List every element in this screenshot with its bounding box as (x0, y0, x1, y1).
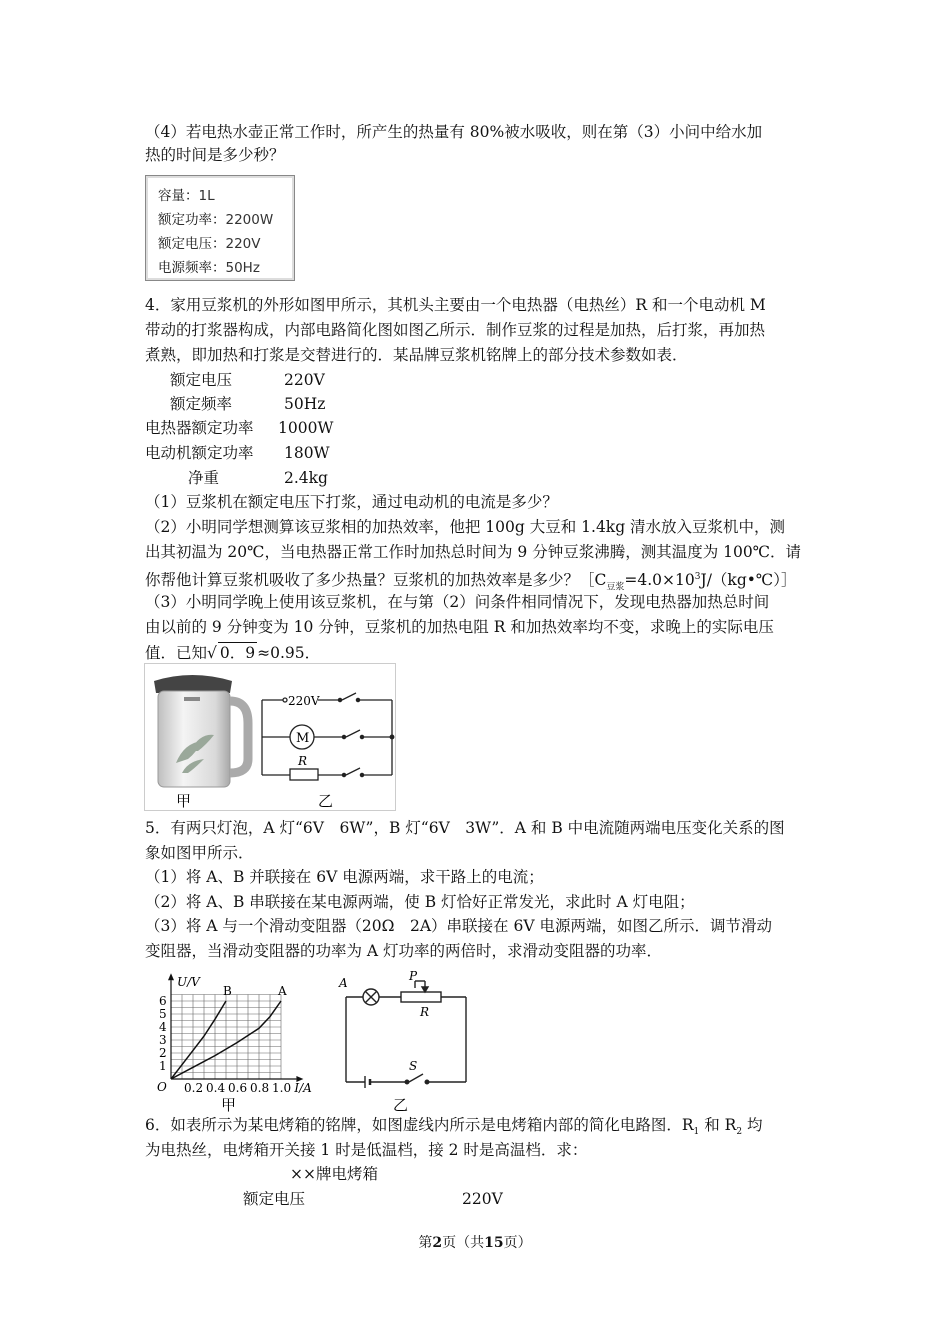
y-axis-label: U/V (177, 975, 200, 990)
q4-stem-line1: 4．家用豆浆机的外形如图甲所示，其机头主要由一个电热器（电热丝）R 和一个电动机 M (145, 296, 766, 314)
q5-circuit (346, 981, 466, 1088)
circuit-voltage-label: 220V (288, 694, 320, 708)
figure-label-jia: 甲 (176, 792, 192, 810)
figure-label-jia: 甲 (221, 1096, 237, 1112)
q4-part3-line3: 值．已知√ 0．9 ≈0.95． (145, 644, 321, 662)
spec-label: 额定频率 (170, 395, 233, 413)
y-tick-label: 2 (159, 1046, 167, 1060)
q4-stem-line2: 带动的打浆器构成，内部电路简化图如图乙所示．制作豆浆的过程是加热，后打浆，再加热 (145, 321, 766, 339)
y-axis-arrow (168, 973, 174, 980)
q4-figure (144, 663, 396, 811)
slider-p-label: P (409, 969, 418, 983)
rheostat-r-label: R (420, 1005, 430, 1019)
spec-label: 额定电压 (170, 371, 233, 389)
q5-stem-line1: 5．有两只灯泡，A 灯“6V 6W”，B 灯“6V 3W”．A 和 B 中电流随两端电压变化关系的图 (145, 819, 785, 837)
nameplate-row: 额定功率：2200W (158, 212, 274, 228)
figure-label-yi: 乙 (318, 792, 334, 810)
series-label-B: B (223, 984, 232, 998)
x-axis-label: I/A (294, 1081, 312, 1095)
switch-s-label: S (409, 1059, 418, 1073)
q5-stem-line2: 象如图甲所示． (145, 844, 254, 862)
q4-stem-line3: 煮熟，即加热和打浆是交替进行的．某品牌豆浆机铭牌上的部分技术参数如表． (145, 346, 688, 364)
y-tick-label: 1 (159, 1059, 167, 1073)
q5-part2: （2）将 A、B 串联接在某电源两端，使 B 灯恰好正常发光，求此时 A 灯电阻； (145, 893, 695, 911)
oven-table-title: ××牌电烤箱 (290, 1165, 378, 1183)
q5-figure (143, 964, 469, 1112)
u-i-chart (157, 973, 312, 1095)
q4-part3-line1: （3）小明同学晚上使用该豆浆机，在与第（2）问条件相同情况下，发现电热器加热总时间 (145, 593, 770, 611)
lamp-a-label: A (339, 976, 348, 990)
page-footer: 第2页（共15页） (418, 1235, 532, 1251)
nameplate-row: 额定电压：220V (158, 236, 261, 252)
nameplate-row: 容量：1L (158, 188, 215, 204)
y-tick-label: 6 (159, 994, 167, 1008)
q4-part1: （1）豆浆机在额定电压下打浆，通过电动机的电流是多少？ (145, 493, 558, 511)
x-tick-label: 1.0 (272, 1081, 292, 1095)
q5-part3-line1: （3）将 A 与一个滑动变阻器（20Ω 2A）串联接在 6V 电源两端，如图乙所示．调节滑动 (145, 917, 772, 935)
q4-part2-line2: 出其初温为 20℃，当电热器正常工作时加热总时间为 9 分钟豆浆沸腾，测其温度为 100℃．请 (145, 543, 802, 561)
q4-part3-line2: 由以前的 9 分钟变为 10 分钟，豆浆机的加热电阻 R 和加热效率均不变，求晚上的实际电压 (145, 618, 774, 636)
q5-part1: （1）将 A、B 并联接在 6V 电源两端，求干路上的电流； (145, 868, 544, 886)
oven-row-label: 额定电压 (243, 1190, 306, 1208)
q6-stem-line1: 6．如表所示为某电烤箱的铭牌，如图虚线内所示是电烤箱内部的简化电路图．$R_1$ 和 $R_2$ 均 (145, 1116, 763, 1138)
q6-stem-line2: 为电热丝，电烤箱开关接 1 时是低温档，接 2 时是高温档．求： (145, 1141, 588, 1159)
series-label-A: A (278, 984, 287, 998)
y-tick-label: 4 (159, 1020, 167, 1034)
figure-label-yi: 乙 (393, 1096, 409, 1112)
spec-value: 50Hz (284, 395, 326, 413)
spec-label: 电热器额定功率 (145, 419, 254, 437)
spec-value: 180W (284, 444, 330, 462)
q3-part4-line2: 热的时间是多少秒？ (145, 146, 285, 164)
y-tick-label: 3 (159, 1033, 167, 1047)
q3-part4-line1: （4）若电热水壶正常工作时，所产生的热量有 80%被水吸收，则在第（3）小问中给水加 (145, 123, 763, 141)
spec-value: 220V (284, 371, 325, 389)
oven-row-value: 220V (462, 1190, 503, 1208)
spec-label: 电动机额定功率 (145, 444, 254, 462)
x-tick-label: 0.2 (184, 1081, 204, 1095)
motor-symbol-label: M (296, 731, 310, 746)
origin-label: O (157, 1080, 167, 1094)
kettle-nameplate (145, 175, 295, 281)
spec-value: 1000W (278, 419, 334, 437)
q4-part2-line1: （2）小明同学想测算该豆浆相的加热效率，他把 100g 大豆和 1.4kg 清水放入豆浆机中，测 (145, 518, 786, 536)
y-tick-label: 5 (159, 1007, 167, 1021)
x-tick-label: 0.6 (228, 1081, 248, 1095)
spec-label: 净重 (188, 469, 220, 487)
q4-part2-line3: 你帮他计算豆浆机吸收了多少热量？豆浆机的加热效率是多少？$[C_{豆浆}=4.0\times 10^3J/(kg•℃)]$ (145, 571, 797, 593)
x-tick-label: 0.4 (206, 1081, 226, 1095)
q5-part3-line2: 变阻器，当滑动变阻器的功率为 A 灯功率的两倍时，求滑动变阻器的功率． (145, 942, 663, 960)
nameplate-row: 电源频率：50Hz (158, 260, 260, 276)
resistor-label: R (298, 754, 308, 768)
spec-value: 2.4kg (284, 469, 328, 487)
x-tick-label: 0.8 (250, 1081, 270, 1095)
